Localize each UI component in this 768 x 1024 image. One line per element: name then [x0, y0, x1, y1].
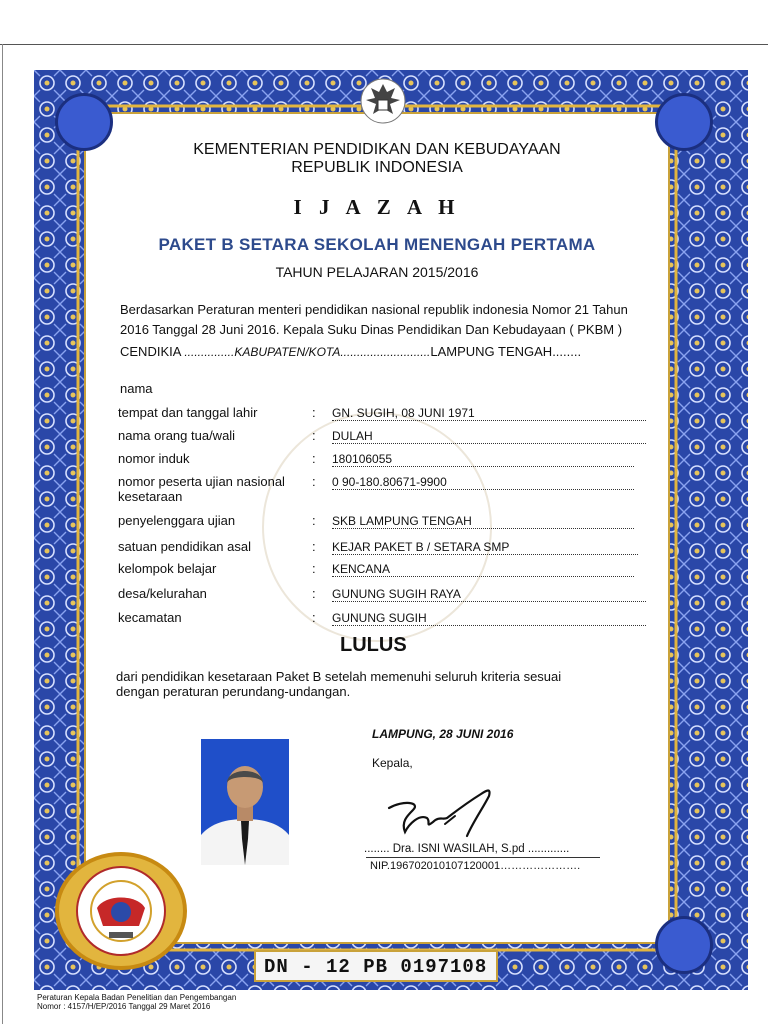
regency-name: LAMPUNG TENGAH........: [430, 344, 582, 359]
field-value-exam-number: 0 90-180.80671-9900: [332, 475, 634, 490]
field-value-district: GUNUNG SUGIH: [332, 611, 646, 626]
field-colon: :: [312, 561, 316, 576]
field-label-parent: nama orang tua/wali: [118, 428, 236, 443]
field-label-name: nama: [120, 381, 153, 396]
page-left-rule: [2, 44, 3, 1024]
serial-number-plate: [254, 950, 498, 982]
serial-number: DN - 12 PB 0197108: [264, 956, 488, 978]
field-value-student-id: 180106055: [332, 452, 634, 467]
field-colon: :: [312, 405, 316, 420]
handwritten-signature: [385, 786, 500, 842]
statement-line-2: dengan peraturan perundang-undangan.: [116, 684, 351, 699]
garuda-emblem-icon: [360, 76, 406, 126]
field-label-exam-number: nomor peserta ujian nasional: [118, 474, 285, 489]
signature-underline: [366, 857, 600, 858]
field-label-study-group: kelompok belajar: [118, 561, 217, 576]
basis-line-1: Berdasarkan Peraturan menteri pendidikan nasional republik indonesia Nomor 21 Tahun: [120, 302, 628, 317]
field-colon: :: [312, 586, 316, 601]
field-label-exam-number-2: kesetaraan: [118, 489, 183, 504]
head-title: Kepala,: [372, 756, 413, 770]
field-colon: :: [312, 451, 316, 466]
statement-line-1: dari pendidikan kesetaraan Paket B setelah memenuhi seluruh kriteria sesuai: [116, 669, 562, 684]
field-colon: :: [312, 428, 316, 443]
field-label-exam-organizer: penyelenggara ujian: [118, 513, 236, 528]
field-label-district: kecamatan: [118, 610, 182, 625]
regency-label: ...............KABUPATEN/KOTA...........................: [184, 345, 431, 359]
institution-seal: [55, 852, 187, 970]
result-status: LULUS: [340, 634, 407, 656]
field-value-village: GUNUNG SUGIH RAYA: [332, 587, 646, 602]
field-label-origin-unit: satuan pendidikan asal: [118, 539, 251, 554]
ministry-name-line1: KEMENTERIAN PENDIDIKAN DAN KEBUDAYAAN: [193, 141, 561, 158]
student-photo: [201, 739, 289, 865]
corner-medallion-bottom-right: [655, 916, 713, 974]
basis-line-3: [120, 342, 581, 362]
place-and-date: LAMPUNG, 28 JUNI 2016: [372, 727, 514, 741]
field-colon: :: [312, 474, 316, 489]
field-value-origin-unit: KEJAR PAKET B / SETARA SMP: [332, 540, 638, 555]
field-value-study-group: KENCANA: [332, 562, 634, 577]
field-value-exam-organizer: SKB LAMPUNG TENGAH: [332, 514, 634, 529]
field-label-student-id: nomor induk: [118, 451, 190, 466]
institution-name: CENDIKIA: [120, 344, 181, 359]
field-colon: :: [312, 513, 316, 528]
academic-year: TAHUN PELAJARAN 2015/2016: [275, 264, 479, 280]
signatory-name: ........ Dra. ISNI WASILAH, S.pd .............: [364, 843, 570, 855]
footer-regulation-line2: Nomor : 4157/H/EP/2016 Tanggal 29 Maret 2016: [37, 1002, 211, 1011]
page-top-rule: [0, 44, 768, 45]
field-value-birth: GN. SUGIH, 08 JUNI 1971: [332, 406, 646, 421]
ministry-name-line2: REPUBLIK INDONESIA: [291, 159, 463, 176]
field-colon: :: [312, 610, 316, 625]
program-name: PAKET B SETARA SEKOLAH MENENGAH PERTAMA: [158, 235, 596, 254]
signatory-nip: NIP.196702010107120001………………….: [370, 860, 581, 872]
certificate-title: I J A Z A H: [293, 195, 461, 219]
footer-regulation-line1: Peraturan Kepala Badan Penelitian dan Pengembangan: [37, 993, 237, 1002]
field-colon: :: [312, 539, 316, 554]
field-value-parent: DULAH: [332, 429, 646, 444]
field-label-birth: tempat dan tanggal lahir: [118, 405, 258, 420]
field-label-village: desa/kelurahan: [118, 586, 207, 601]
basis-line-2: 2016 Tanggal 28 Juni 2016. Kepala Suku Dinas Pendidikan Dan Kebudayaan ( PKBM ): [120, 322, 623, 337]
